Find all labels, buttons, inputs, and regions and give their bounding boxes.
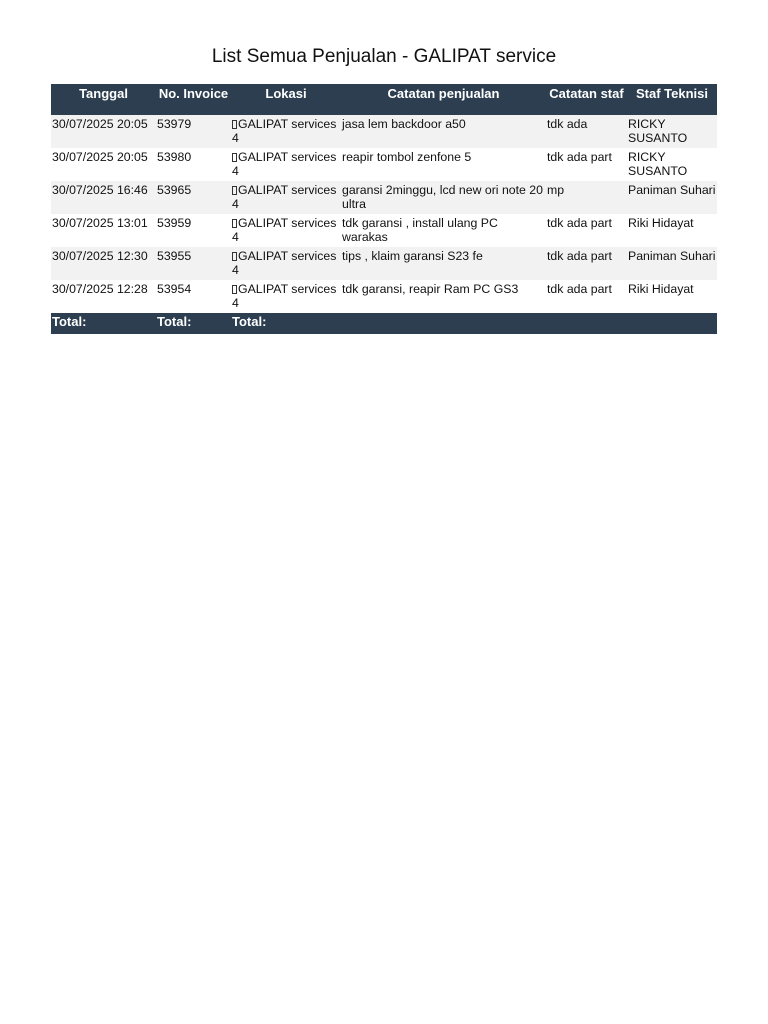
cell-catatan-penjualan: garansi 2minggu, lcd new ori note 20 ultra — [341, 181, 546, 214]
table-row — [51, 214, 717, 247]
cell-catatan-penjualan: tips , klaim garansi S23 fe — [341, 247, 546, 280]
lokasi-text: GALIPAT services 4 — [232, 117, 337, 145]
cell-tanggal: 30/07/2025 13:01 — [51, 214, 156, 247]
cell-invoice: 53954 — [156, 280, 231, 313]
table-footer-row — [51, 313, 717, 334]
cell-catatan-staf: mp — [546, 181, 627, 214]
column-header-no-invoice[interactable]: No. Invoice — [156, 84, 231, 115]
cell-invoice: 53979 — [156, 115, 231, 148]
cell-lokasi — [231, 115, 341, 148]
missing-glyph-icon — [232, 285, 237, 294]
cell-catatan-penjualan: tdk garansi, reapir Ram PC GS3 — [341, 280, 546, 313]
cell-invoice: 53965 — [156, 181, 231, 214]
cell-tanggal: 30/07/2025 20:05 — [51, 115, 156, 148]
cell-catatan-staf: tdk ada part — [546, 148, 627, 181]
footer-empty-cell — [627, 313, 717, 334]
cell-lokasi — [231, 280, 341, 313]
cell-invoice: 53980 — [156, 148, 231, 181]
missing-glyph-icon — [232, 186, 237, 195]
page-title: List Semua Penjualan - GALIPAT service — [211, 46, 557, 67]
cell-lokasi — [231, 148, 341, 181]
missing-glyph-icon — [232, 219, 237, 228]
cell-catatan-penjualan: jasa lem backdoor a50 — [341, 115, 546, 148]
missing-glyph-icon — [232, 252, 237, 261]
cell-staf-teknisi: Paniman Suhari — [627, 181, 717, 214]
column-header-catatan-staf[interactable]: Catatan staf — [546, 84, 627, 115]
cell-tanggal: 30/07/2025 20:05 — [51, 148, 156, 181]
column-header-staf-teknisi[interactable]: Staf Teknisi — [627, 84, 717, 115]
lokasi-text: GALIPAT services 4 — [232, 183, 337, 211]
cell-lokasi — [231, 181, 341, 214]
cell-invoice: 53959 — [156, 214, 231, 247]
missing-glyph-icon — [232, 153, 237, 162]
cell-catatan-staf: tdk ada — [546, 115, 627, 148]
lokasi-text: GALIPAT services 4 — [232, 150, 337, 178]
cell-catatan-staf: tdk ada part — [546, 247, 627, 280]
cell-tanggal: 30/07/2025 12:30 — [51, 247, 156, 280]
cell-staf-teknisi: Riki Hidayat — [627, 280, 717, 313]
cell-catatan-staf: tdk ada part — [546, 280, 627, 313]
column-header-tanggal[interactable]: Tanggal — [51, 84, 156, 115]
lokasi-text: GALIPAT services 4 — [232, 282, 337, 310]
footer-empty-cell — [341, 313, 546, 334]
cell-tanggal: 30/07/2025 16:46 — [51, 181, 156, 214]
cell-catatan-staf: tdk ada part — [546, 214, 627, 247]
cell-staf-teknisi: RICKY SUSANTO — [627, 148, 717, 181]
cell-catatan-penjualan: tdk garansi , install ulang PC warakas — [341, 214, 546, 247]
cell-tanggal: 30/07/2025 12:28 — [51, 280, 156, 313]
footer-total-tanggal: Total: — [51, 313, 156, 334]
footer-total-invoice: Total: — [156, 313, 231, 334]
lokasi-text: GALIPAT services 4 — [232, 216, 337, 244]
lokasi-text: GALIPAT services 4 — [232, 249, 337, 277]
table-row — [51, 280, 717, 313]
footer-total-lokasi: Total: — [231, 313, 341, 334]
cell-staf-teknisi: Riki Hidayat — [627, 214, 717, 247]
cell-staf-teknisi: Paniman Suhari — [627, 247, 717, 280]
cell-catatan-penjualan: reapir tombol zenfone 5 — [341, 148, 546, 181]
column-header-catatan-penjualan[interactable]: Catatan penjualan — [341, 84, 546, 115]
table-header-row — [51, 84, 717, 115]
cell-staf-teknisi: RICKY SUSANTO — [627, 115, 717, 148]
cell-lokasi — [231, 214, 341, 247]
cell-invoice: 53955 — [156, 247, 231, 280]
table-row — [51, 148, 717, 181]
missing-glyph-icon — [232, 120, 237, 129]
column-header-lokasi[interactable]: Lokasi — [231, 84, 341, 115]
cell-lokasi — [231, 247, 341, 280]
table-row — [51, 115, 717, 148]
table-row — [51, 181, 717, 214]
sales-table — [51, 84, 717, 334]
table-row — [51, 247, 717, 280]
footer-empty-cell — [546, 313, 627, 334]
